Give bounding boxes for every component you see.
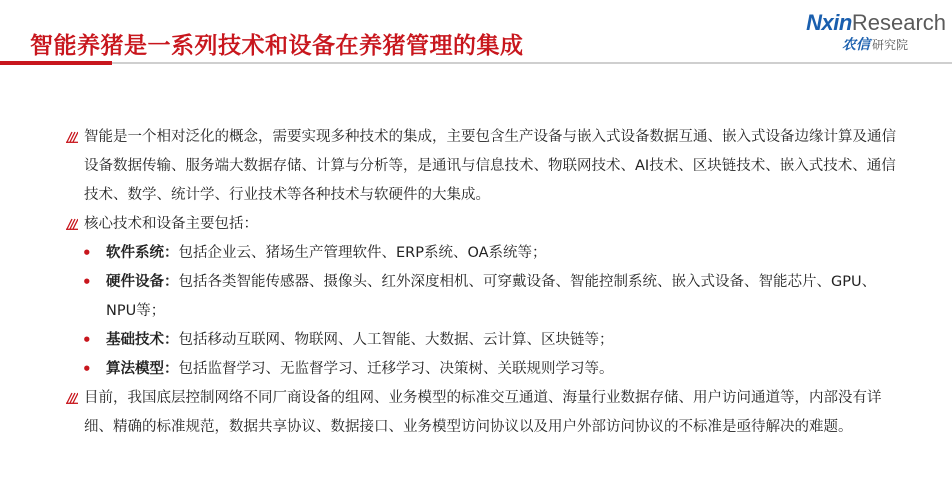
nxin-research-logo xyxy=(786,10,946,56)
bullet-desc: 包括各类智能传感器、摄像头、红外深度相机、可穿戴设备、智能控制系统、嵌入式设备、智能芯片、GPU、NPU等； xyxy=(106,274,877,319)
logo-chinese xyxy=(842,34,908,54)
paragraph-intro-text: 智能是一个相对泛化的概念，需要实现多种技术的集成，主要包含生产设备与嵌入式设备数据互通、嵌入式设备边缘计算及通信设备数据传输、服务端大数据存储、计算与分析等，是通讯与信息技术、物联网技术、AI技术、区块链技术、嵌入式技术、通信技术、数学、统计学、行业技术等各种技术与软硬件的大集成。 xyxy=(84,129,896,203)
logo-institute-cn: 研究院 xyxy=(871,38,908,52)
bullet-dot-icon: • xyxy=(82,244,92,262)
content-body xyxy=(66,123,896,442)
paragraph-status xyxy=(66,384,896,442)
list-item xyxy=(66,268,896,326)
bullet-term: 基础技术： xyxy=(106,332,179,348)
logo-research-en: Research xyxy=(851,10,946,35)
title-accent-bar xyxy=(0,61,112,65)
logo-brand-en: Nxin xyxy=(806,10,852,35)
list-item xyxy=(66,326,896,355)
bullet-dot-icon: • xyxy=(82,331,92,349)
list-item xyxy=(66,239,896,268)
logo-english xyxy=(806,10,946,36)
bullet-desc: 包括移动互联网、物联网、人工智能、大数据、云计算、区块链等； xyxy=(178,332,614,348)
slash-bullet-icon xyxy=(66,210,78,230)
paragraph-intro xyxy=(66,123,896,210)
page-title: 智能养猪是一系列技术和设备在养猪管理的集成 xyxy=(30,33,524,59)
bullet-term: 算法模型： xyxy=(106,361,179,377)
bullet-desc: 包括监督学习、无监督学习、迁移学习、决策树、关联规则学习等。 xyxy=(178,361,614,377)
logo-brand-cn: 农信 xyxy=(841,37,870,53)
list-item xyxy=(66,355,896,384)
paragraph-core-text: 核心技术和设备主要包括： xyxy=(84,216,258,232)
bullet-term: 硬件设备： xyxy=(106,274,179,290)
bullet-dot-icon: • xyxy=(82,360,92,378)
paragraph-core xyxy=(66,210,896,239)
bullet-term: 软件系统： xyxy=(106,245,179,261)
slash-bullet-icon xyxy=(66,384,78,404)
title-divider xyxy=(0,62,952,64)
bullet-desc: 包括企业云、猪场生产管理软件、ERP系统、OA系统等； xyxy=(178,245,547,261)
core-tech-list xyxy=(66,239,896,384)
paragraph-status-text: 目前，我国底层控制网络不同厂商设备的组网、业务模型的标准交互通道、海量行业数据存储、用户访问通道等，内部没有详细、精确的标准规范，数据共享协议、数据接口、业务模型访问协议以及用户外部访问协议的不标准是亟待解决的难题。 xyxy=(84,390,882,435)
slash-bullet-icon xyxy=(66,123,78,143)
bullet-dot-icon: • xyxy=(82,273,92,291)
